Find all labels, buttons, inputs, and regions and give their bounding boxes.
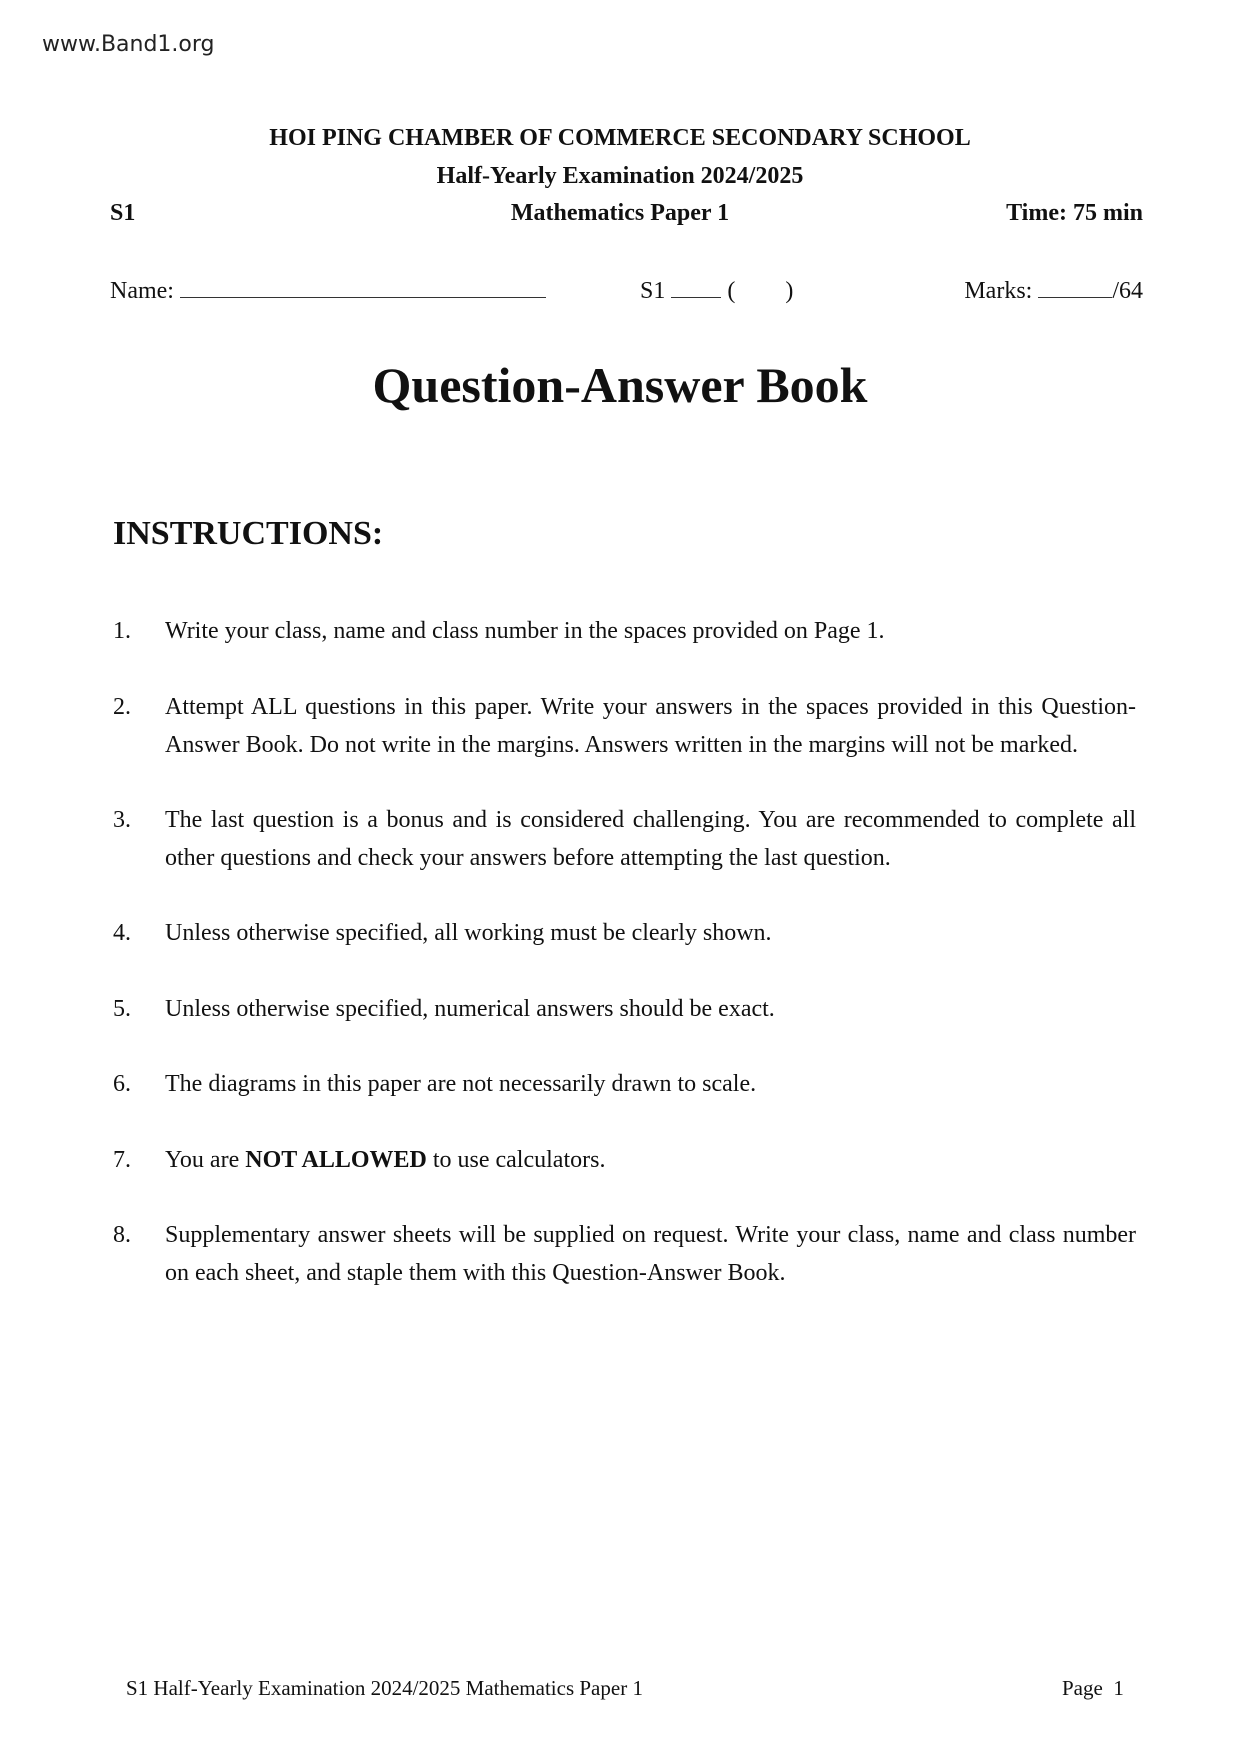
item-number: 8. — [113, 1222, 131, 1248]
footer-text: S1 Half-Yearly Examination 2024/2025 Mathematics Paper 1 — [126, 1676, 643, 1700]
school-name: HOI PING CHAMBER OF COMMERCE SECONDARY SCHOOL — [269, 125, 971, 151]
item-number: 5. — [113, 996, 131, 1022]
class-label: S1 — [640, 278, 666, 304]
item-text: The last question is a bonus and is considered challenging. You are recommended to complete all other questions and check your answers before attempting the last question. — [165, 807, 1136, 871]
instruction-item — [113, 688, 1136, 764]
time-label: Time: 75 min — [1006, 200, 1143, 226]
item-text — [165, 1141, 1136, 1179]
class-number-open: ( — [727, 278, 736, 304]
marks-field[interactable] — [964, 277, 1143, 305]
instruction-item — [113, 801, 1136, 877]
item-number: 6. — [113, 1071, 131, 1097]
instruction-item — [113, 1065, 1136, 1103]
name-label: Name: — [110, 278, 174, 304]
item-number: 2. — [113, 694, 131, 720]
item-text: Supplementary answer sheets will be supplied on request. Write your class, name and class number on each sheet, and staple them with this Question-Answer Book. — [165, 1222, 1136, 1286]
item-text: Attempt ALL questions in this paper. Write your answers in the spaces provided in this Question-Answer Book. Do not write in the margins. Answers written in the margins will not be marked. — [165, 694, 1136, 758]
item-text-pre: You are — [165, 1147, 246, 1173]
item-number: 4. — [113, 920, 131, 946]
name-blank[interactable] — [180, 277, 546, 298]
subject-label: Mathematics Paper 1 — [510, 200, 730, 226]
item-number: 1. — [113, 618, 131, 644]
exam-title: Half-Yearly Examination 2024/2025 — [436, 163, 804, 189]
class-blank[interactable] — [671, 277, 721, 298]
instruction-item — [113, 612, 1136, 650]
marks-total: /64 — [1112, 278, 1143, 304]
instruction-item — [113, 1216, 1136, 1292]
item-text: Unless otherwise specified, numerical answers should be exact. — [165, 996, 775, 1022]
instruction-item — [113, 990, 1136, 1028]
item-text: The diagrams in this paper are not necessarily drawn to scale. — [165, 1071, 757, 1097]
page-title: Question-Answer Book — [372, 357, 868, 413]
instruction-item — [113, 1141, 1136, 1179]
marks-label: Marks: — [964, 278, 1033, 304]
instructions-heading: INSTRUCTIONS: — [113, 515, 384, 552]
watermark: www.Band1.org — [42, 32, 215, 57]
form-label: S1 — [110, 200, 136, 226]
item-text: Unless otherwise specified, all working must be clearly shown. — [165, 920, 772, 946]
page-number: Page 1 — [1062, 1676, 1124, 1700]
marks-blank[interactable] — [1038, 277, 1112, 298]
item-text: Write your class, name and class number in the spaces provided on Page 1. — [165, 618, 885, 644]
class-field[interactable] — [640, 277, 793, 305]
item-number: 3. — [113, 807, 131, 833]
item-text-post: to use calculators. — [426, 1147, 606, 1173]
instruction-item — [113, 914, 1136, 952]
name-field[interactable] — [110, 277, 546, 305]
item-number: 7. — [113, 1147, 131, 1173]
class-number-close: ) — [785, 278, 794, 304]
item-text-bold: NOT ALLOWED — [245, 1147, 427, 1173]
